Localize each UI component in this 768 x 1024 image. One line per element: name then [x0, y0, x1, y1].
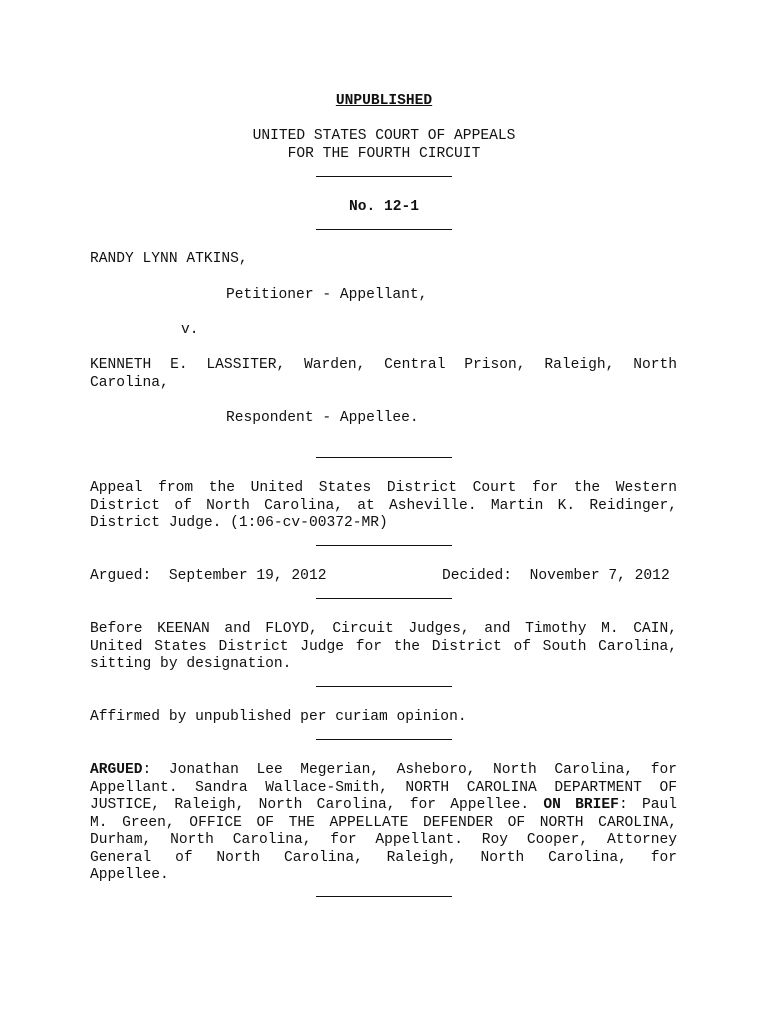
disposition: Affirmed by unpublished per curiam opinion. — [90, 709, 467, 725]
petitioner-role: Petitioner - Appellant, — [226, 287, 428, 303]
on-brief-colon: : — [618, 797, 628, 813]
counsel-paragraph — [90, 762, 677, 885]
separator-rule — [316, 545, 452, 546]
appeal-line3: District Judge. (1:06-cv-00372-MR) — [90, 515, 388, 531]
separator-rule — [316, 686, 452, 687]
argued-label: ARGUED — [90, 762, 143, 778]
separator-rule — [316, 229, 452, 230]
counsel-line3-tail: Paul — [627, 797, 677, 813]
counsel-line3 — [90, 797, 677, 815]
on-brief-label: ON BRIEF — [543, 797, 619, 813]
separator-rule — [316, 739, 452, 740]
court-name-line2: FOR THE FOURTH CIRCUIT — [287, 146, 481, 162]
counsel-line1 — [90, 762, 677, 780]
separator-rule — [316, 176, 452, 177]
petitioner-name: RANDY LYNN ATKINS, — [90, 251, 248, 267]
separator-rule — [316, 598, 452, 599]
counsel-line2: Appellant. Sandra Wallace-Smith, NORTH CAROLINA DEPARTMENT OF — [90, 779, 677, 796]
argued-date: Argued: September 19, 2012 — [90, 568, 327, 584]
panel-line2: United States District Judge for the District of South Carolina, — [90, 638, 677, 655]
respondent-name-line2: Carolina, — [90, 374, 169, 391]
panel-paragraph — [90, 621, 677, 674]
argued-colon: : — [142, 762, 152, 778]
panel-line1: Before KEENAN and FLOYD, Circuit Judges, and Timothy M. CAIN, — [90, 621, 677, 637]
respondent-name — [90, 357, 677, 392]
counsel-line1-text: Jonathan Lee Megerian, Asheboro, North Carolina, for — [151, 762, 677, 778]
respondent-role: Respondent - Appellee. — [226, 410, 419, 426]
counsel-line5: Durham, North Carolina, for Appellant. Roy Cooper, Attorney — [90, 832, 677, 848]
separator-rule — [316, 896, 452, 897]
unpublished-heading: UNPUBLISHED — [335, 93, 433, 109]
respondent-name-line1: KENNETH E. LASSITER, Warden, Central Prison, Raleigh, North — [90, 357, 677, 373]
counsel-line7: Appellee. — [90, 867, 169, 883]
decided-date: Decided: November 7, 2012 — [442, 568, 670, 584]
appeal-line1: Appeal from the United States District Court for the Western — [90, 480, 677, 496]
counsel-line6: General of North Carolina, Raleigh, North Carolina, for — [90, 849, 677, 866]
appeal-paragraph — [90, 480, 677, 533]
court-name-line1: UNITED STATES COURT OF APPEALS — [252, 128, 516, 144]
versus: v. — [181, 322, 199, 338]
counsel-line4: M. Green, OFFICE OF THE APPELLATE DEFENDER OF NORTH CAROLINA, — [90, 814, 677, 831]
panel-line3: sitting by designation. — [90, 656, 292, 672]
appeal-line2: District of North Carolina, at Asheville. Martin K. Reidinger, — [90, 497, 677, 514]
separator-rule — [316, 457, 452, 458]
case-number: No. 12-1 — [348, 199, 420, 215]
counsel-line3-text: JUSTICE, Raleigh, North Carolina, for Appellee. — [90, 797, 544, 813]
